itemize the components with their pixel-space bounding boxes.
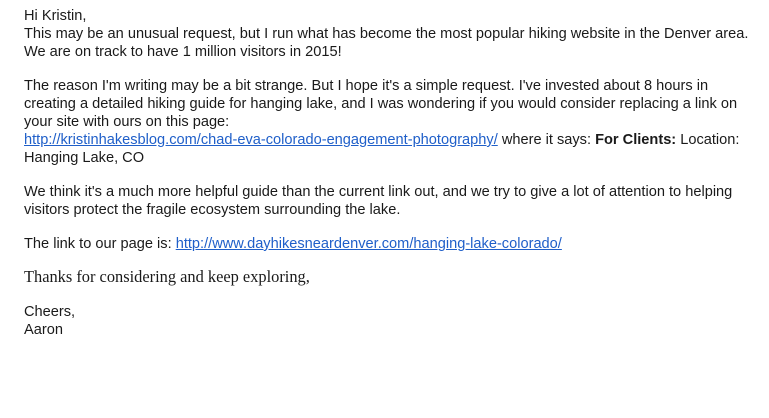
day-hikes-link[interactable]: http://www.dayhikesneardenver.com/hanging-lake-colorado/	[175, 236, 562, 252]
where-it-says-text: where it says:	[497, 132, 596, 148]
signature-name: Aaron	[24, 322, 63, 338]
for-clients-label: For Clients:	[595, 132, 677, 148]
helpful-guide-paragraph: We think it's a much more helpful guide than the current link out, and we try to give a lot of attention to helping visitors protect the fragile ecosystem surrounding the lake.	[24, 184, 733, 218]
request-text: The reason I'm writing may be a bit strange. But I hope it's a simple request. I've invested about 8 hours in creating a detailed hiking guide for hanging lake, and I was wondering if you would consider replacing a link on your site with ours on this page:	[24, 78, 738, 130]
request-paragraph	[24, 77, 759, 167]
intro-paragraph: This may be an unusual request, but I run what has become the most popular hiking website in the Denver area. We are on track to have 1 million visitors in 2015!	[24, 26, 749, 60]
email-body	[24, 7, 759, 339]
closing-line: Cheers,	[24, 304, 76, 320]
link-intro-text: The link to our page is:	[24, 236, 176, 252]
kristin-blog-link[interactable]: http://kristinhakesblog.com/chad-eva-colorado-engagement-photography/	[24, 132, 498, 148]
greeting: Hi Kristin,	[24, 8, 87, 24]
thanks-line: Thanks for considering and keep exploring,	[24, 267, 310, 286]
location-text: Location: Hanging Lake, CO	[24, 132, 740, 166]
our-link-paragraph	[24, 235, 759, 253]
